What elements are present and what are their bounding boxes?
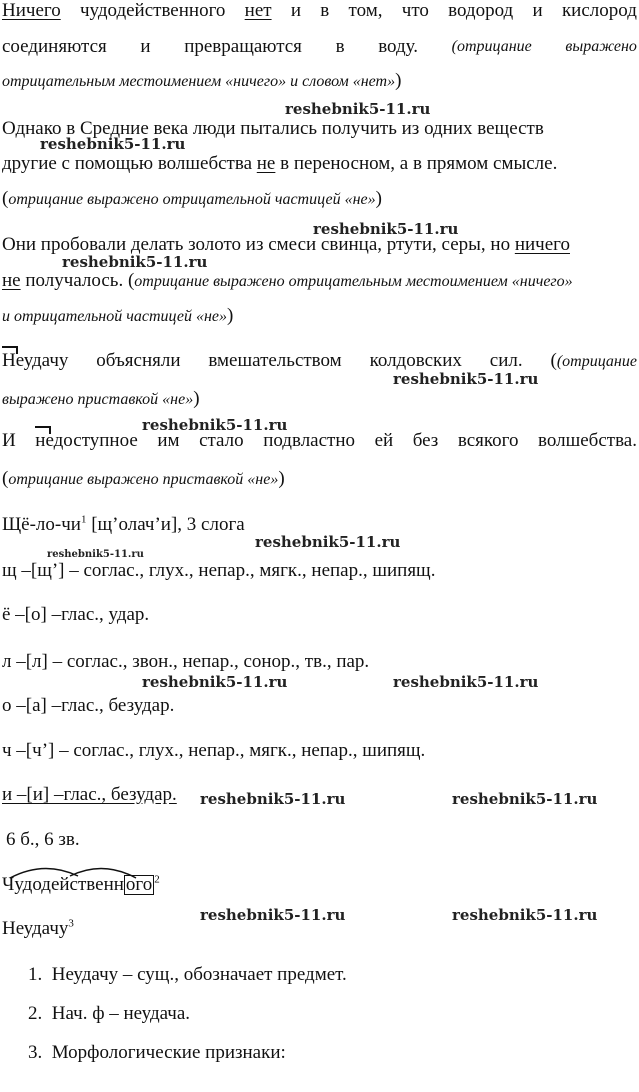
transcription: [щ’олач’и], 3 слога [86,514,245,535]
list-item [28,1003,190,1025]
morph-word2 [2,918,74,940]
word-net: нет [244,0,272,21]
word: Неудачу [2,918,69,939]
phonetic-row: щ –[щ’] – соглас., глух., непар., мягк., непар., шипящ. [2,560,436,581]
word: и [290,0,302,21]
list-text: Морфологические признаки: [51,1042,286,1063]
word: в [320,0,330,21]
word: объясняли [96,350,181,371]
paren: ( [2,468,9,489]
word: выражено [565,38,637,55]
p1-line2 [2,36,637,58]
p3-line3 [2,305,233,328]
phonetic-summary: 6 б., 6 зв. [6,829,80,850]
watermark: reshebnik5-11.ru [452,790,598,808]
particle-ne: не [256,153,276,174]
phonetic-row: ё –[о] –глас., удар. [2,604,150,625]
p5-line2 [2,468,285,491]
word: вмешательством [208,350,342,371]
word: и [140,36,151,57]
phonetic-row: и –[и] –глас., безудар. [2,784,177,805]
list-text: Нач. ф – неудача. [51,1003,191,1024]
paren: ( [2,188,9,209]
watermark: reshebnik5-11.ru [142,673,288,691]
paren: ) [193,388,200,409]
phonetic-head [2,514,245,536]
word-stem: Чудодейственн [2,874,124,895]
word: без [412,430,439,451]
p4-line2 [2,388,200,411]
p4-line1 [2,350,637,373]
watermark: reshebnik5-11.ru [393,370,539,388]
p2-line3 [2,188,382,211]
word-rest: доступное [53,430,138,451]
word: волшебства. [538,430,637,451]
text: другие с помощью волшебства [2,153,257,174]
note-text: и отрицательной частицей «не» [2,308,228,325]
word-nichego: ничего [514,234,570,255]
note-text: выражено приставкой «не» [2,391,194,408]
paren: ( [550,350,557,371]
paren: ) [227,305,234,326]
note-text: отрицание выражено приставкой «не» [8,471,279,488]
word: всякого [457,430,519,451]
note-text: отрицание выражено отрицательным местоимением «ничего» [134,273,573,290]
word: ей [374,430,394,451]
p1-line1 [2,0,637,22]
watermark: reshebnik5-11.ru [47,549,144,560]
prefix-ne: Не [2,350,24,371]
text: Они пробовали делать золото из смеси свинца, ртути, серы, но [2,234,515,255]
watermark: reshebnik5-11.ru [452,906,598,924]
watermark: reshebnik5-11.ru [285,100,431,118]
watermark: reshebnik5-11.ru [393,673,539,691]
phonetic-row: ч –[ч’] – соглас., глух., непар., мягк., непар., шипящ. [2,740,426,761]
footnote-mark: 1 [80,513,87,526]
word: в [335,36,345,57]
word: том, [348,0,383,21]
word-nedostupnoe [35,430,138,452]
note-text: отрицание выражено отрицательной частицей «не» [8,191,376,208]
list-item [28,964,347,986]
p1-line3 [2,70,401,93]
watermark: reshebnik5-11.ru [40,135,186,153]
watermark: reshebnik5-11.ru [313,220,459,238]
list-number: 1. [28,964,43,985]
particle-ne: не [2,270,21,291]
prefix-ne: не [35,430,54,451]
paren: ) [395,70,402,91]
list-number: 3. [28,1042,43,1063]
word-syllables: Щё-ло-чи [2,514,81,535]
p5-line1 [2,430,637,452]
paren: ) [278,468,285,489]
paren: ) [375,188,382,209]
word: колдовских [369,350,462,371]
list-text: Неудачу – сущ., обозначает предмет. [51,964,347,985]
list-item [28,1042,286,1064]
text: получалось. ( [20,270,135,291]
text: Однако в Средние века люди пытались получить из одних веществ [2,118,544,139]
word: им [157,430,180,451]
watermark: reshebnik5-11.ru [62,253,208,271]
word: водород [448,0,514,21]
footnote-mark: 3 [68,917,74,930]
word: и [532,0,543,21]
watermark: reshebnik5-11.ru [200,906,346,924]
word: чудодейственного [79,0,226,21]
p2-line2 [2,153,557,175]
word-rest: удачу [23,350,69,371]
word: соединяются [2,36,107,57]
watermark: reshebnik5-11.ru [142,416,288,434]
word: что [401,0,429,21]
word: кислород [561,0,637,21]
word: подвластно [263,430,356,451]
word-neudachu [2,350,68,373]
word-nichego: Ничего [2,0,61,21]
word: (отрицание [451,38,532,55]
morph-word [2,874,160,896]
note-text: (отрицание [556,353,637,370]
watermark: reshebnik5-11.ru [255,533,401,551]
word: воду. [378,36,419,57]
word: превращаются [184,36,302,57]
word-ending: ого [125,874,153,895]
watermark: reshebnik5-11.ru [200,790,346,808]
word: И [2,430,16,451]
phonetic-row: о –[а] –глас., безудар. [2,695,175,716]
phonetic-row: л –[л] – соглас., звон., непар., сонор., тв., пар. [2,651,370,672]
text: в переносном, а в прямом смысле. [275,153,558,174]
list-number: 2. [28,1003,43,1024]
footnote-mark: 2 [154,873,160,886]
p3-line2 [2,270,573,293]
word: сил. [489,350,523,371]
note-text: отрицательным местоимением «ничего» и словом «нет» [2,73,396,90]
word: стало [199,430,244,451]
